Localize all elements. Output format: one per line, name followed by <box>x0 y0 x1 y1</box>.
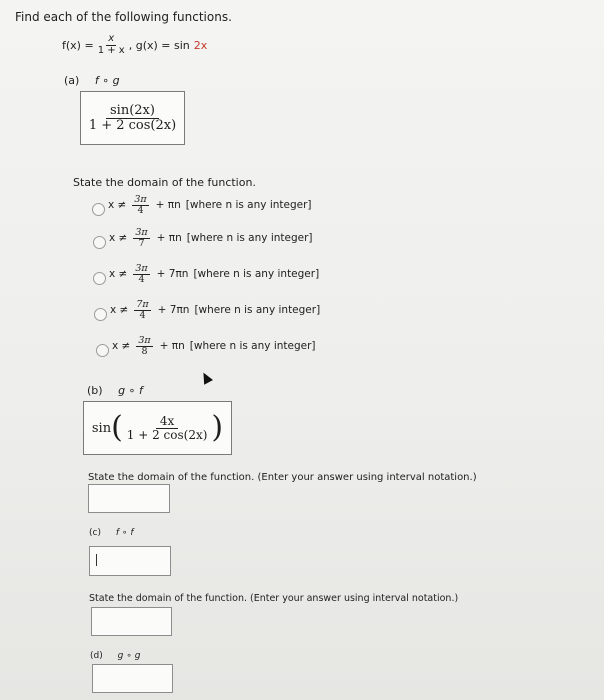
right-paren-icon: ) <box>211 410 224 445</box>
option-term: + 7πn <box>156 268 189 281</box>
part-a-letter: (a) <box>64 74 80 87</box>
part-c-answer-input[interactable] <box>89 546 171 576</box>
option-denominator: 4 <box>139 309 146 321</box>
domain-option-radio-5[interactable] <box>96 344 109 357</box>
option-denominator: 4 <box>137 204 144 216</box>
option-fraction <box>132 195 148 216</box>
part-a-label <box>64 74 120 87</box>
option-denominator: 8 <box>141 345 148 357</box>
domain-option-5[interactable] <box>112 336 316 357</box>
domain-option-radio-2[interactable] <box>93 236 106 249</box>
left-paren-icon: ( <box>111 410 123 445</box>
part-b-label <box>87 384 143 397</box>
option-fraction <box>136 336 152 357</box>
option-term: + πn <box>155 199 181 212</box>
part-d-label <box>90 651 140 661</box>
option-fraction <box>133 264 149 285</box>
part-d-letter: (d) <box>90 651 103 661</box>
option-prefix: x ≠ <box>108 199 127 212</box>
mouse-pointer-icon <box>199 370 213 384</box>
part-a-answer-fraction <box>87 104 178 132</box>
part-c-domain-prompt: State the domain of the function. (Enter your answer using interval notation.) <box>89 593 459 604</box>
function-definitions <box>62 34 207 56</box>
option-note: [where n is any integer] <box>193 268 320 281</box>
g-argument: 2x <box>193 38 208 52</box>
part-b-answer-fraction <box>125 415 210 441</box>
part-b-domain-input[interactable] <box>88 484 170 513</box>
f-numerator: x <box>108 33 115 44</box>
domain-option-4[interactable] <box>110 300 320 321</box>
text-cursor-icon <box>96 554 97 566</box>
part-b-letter: (b) <box>87 384 103 397</box>
option-note: [where n is any integer] <box>186 232 313 245</box>
part-a-answer-box[interactable] <box>80 91 185 145</box>
domain-option-1[interactable] <box>108 195 312 216</box>
part-a-domain-prompt: State the domain of the function. <box>73 176 256 189</box>
option-fraction <box>133 228 149 249</box>
part-c-letter: (c) <box>89 528 101 538</box>
part-c-label <box>89 528 134 538</box>
option-prefix: x ≠ <box>112 340 131 353</box>
part-b-answer-denominator: 1 + 2 cos(2x) <box>126 427 208 442</box>
f-definition-label: f(x) = <box>62 38 94 52</box>
part-b-answer-numerator: 4x <box>156 415 178 429</box>
domain-option-radio-4[interactable] <box>94 308 107 321</box>
question-heading: Find each of the following functions. <box>15 10 232 24</box>
option-term: + 7πn <box>157 304 190 317</box>
part-b-answer-function: sin <box>91 420 112 436</box>
g-definition-label: , g(x) = sin <box>128 38 190 52</box>
option-numerator: 7π <box>136 299 149 310</box>
part-b-domain-prompt: State the domain of the function. (Enter your answer using interval notation.) <box>88 472 477 483</box>
f-definition-fraction <box>96 34 127 56</box>
domain-option-radio-1[interactable] <box>92 203 105 216</box>
option-note: [where n is any integer] <box>189 340 316 353</box>
part-b-operation: g ∘ f <box>118 384 143 397</box>
option-prefix: x ≠ <box>109 232 128 245</box>
part-d-answer-input[interactable] <box>92 664 173 693</box>
option-prefix: x ≠ <box>110 304 129 317</box>
part-b-answer-box[interactable] <box>83 401 232 455</box>
option-fraction <box>134 300 150 321</box>
option-term: + πn <box>156 232 182 245</box>
part-a-answer-denominator: 1 + 2 cos(2x) <box>88 117 177 133</box>
part-c-domain-input[interactable] <box>91 607 172 636</box>
option-note: [where n is any integer] <box>185 199 312 212</box>
option-numerator: 3π <box>134 194 147 205</box>
f-denominator: 1 + x <box>97 44 125 56</box>
option-numerator: 3π <box>138 335 151 346</box>
option-note: [where n is any integer] <box>194 304 321 317</box>
part-c-operation: f ∘ f <box>115 528 134 538</box>
option-numerator: 3π <box>135 227 148 238</box>
domain-option-3[interactable] <box>109 264 319 285</box>
option-denominator: 7 <box>138 237 145 249</box>
part-a-answer-numerator: sin(2x) <box>106 104 159 119</box>
part-a-operation: f ∘ g <box>94 74 120 87</box>
part-d-operation: g ∘ g <box>117 651 141 661</box>
option-denominator: 4 <box>138 273 145 285</box>
domain-option-radio-3[interactable] <box>93 272 106 285</box>
option-numerator: 3π <box>135 263 148 274</box>
option-term: + πn <box>159 340 185 353</box>
option-prefix: x ≠ <box>109 268 128 281</box>
domain-option-2[interactable] <box>109 228 313 249</box>
